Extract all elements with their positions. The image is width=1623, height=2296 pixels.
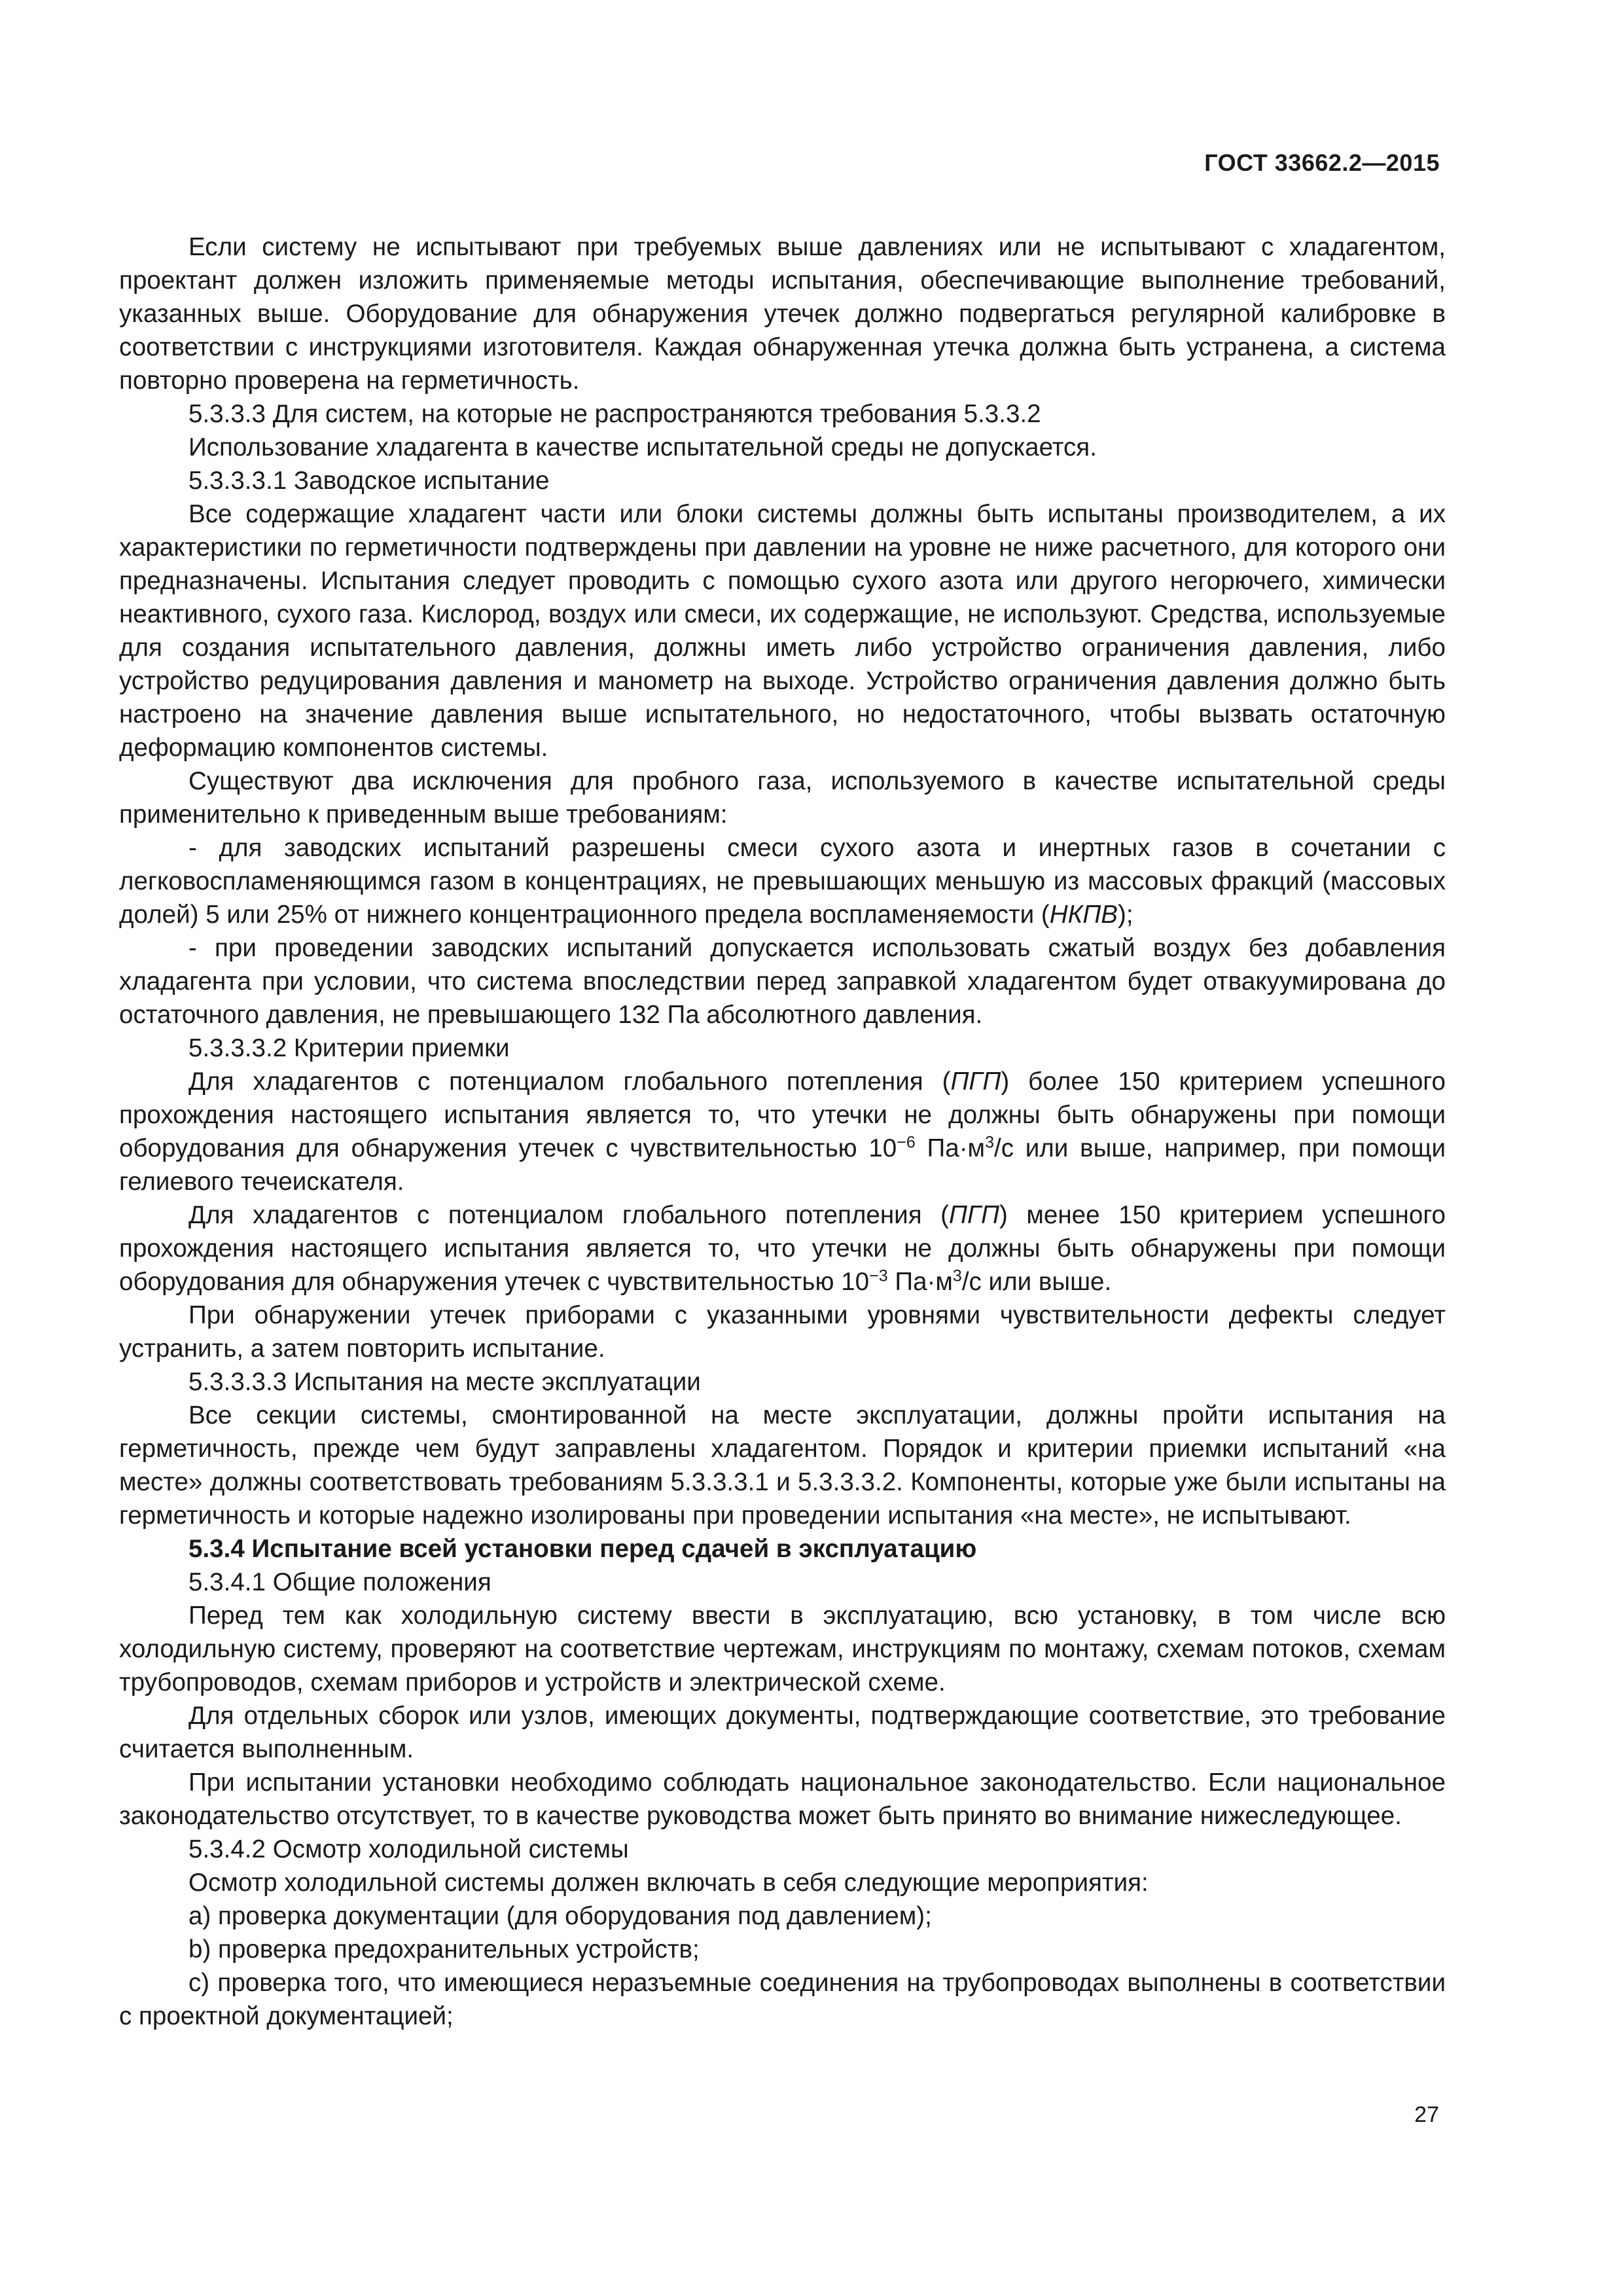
clause-heading: 5.3.4.1 Общие положения — [188, 1568, 491, 1596]
text-run: Па·м — [915, 1134, 986, 1162]
paragraph: Существуют два исключения для пробного газа, используемого в качестве испытательной среды применительно к приведенным выше требованиям: — [119, 767, 1446, 829]
paragraph: Все секции системы, смонтированной на месте эксплуатации, должны пройти испытания на герметичность, прежде чем будут заправлены хладагентом. Порядок и критерии приемки испытаний «на месте» должны соответствовать требованиям 5.3.3.3.1 и 5.3.3.3.2. Компоненты, которые уже были испытаны на герметичность и которые надежно изолированы при проведении испытания «на месте», не испытывают. — [119, 1401, 1446, 1530]
text-run: - для заводских испытаний разрешены смеси сухого азота и инертных газов в сочетании с легковоспламеняющимся газом в концентрациях, не превышающих меньшую из массовых фракций (массовых долей) 5 или 25% от нижнего концентрационного предела воспламеняемости ( — [119, 834, 1446, 929]
list-item: a) проверка документации (для оборудования под давлением); — [188, 1902, 932, 1930]
list-item: - при проведении заводских испытаний допускается использовать сжатый воздух без добавления хладагента при условии, что система впоследствии перед заправкой хладагентом будет отвакуумирована до остаточного давления, не превышающего 132 Па абсолютного давления. — [119, 934, 1446, 1029]
abbreviation: ПГП — [950, 1067, 1001, 1096]
paragraph: При испытании установки необходимо соблюдать национальное законодательство. Если национальное законодательство отсутствует, то в качестве руководства может быть принято во внимание нижеследующее. — [119, 1768, 1446, 1830]
abbreviation: ПГП — [949, 1201, 999, 1229]
paragraph: Использование хладагента в качестве испытательной среды не допускается. — [188, 433, 1097, 461]
list-item: b) проверка предохранительных устройств; — [188, 1935, 700, 1964]
clause-heading: 5.3.3.3.2 Критерии приемки — [188, 1034, 510, 1062]
clause-heading: 5.3.3.3.3 Испытания на месте эксплуатации — [188, 1368, 701, 1396]
clause-heading: 5.3.4.2 Осмотр холодильной системы — [188, 1835, 629, 1863]
exponent: −3 — [869, 1266, 888, 1285]
exponent: 3 — [985, 1133, 994, 1152]
text-run: Па·м — [887, 1268, 953, 1296]
section-heading: 5.3.4 Испытание всей установки перед сдачей в эксплуатацию — [188, 1535, 977, 1563]
paragraph: Если систему не испытывают при требуемых выше давлениях или не испытывают с хладагентом, проектант должен изложить применяемые методы испытания, обеспечивающие выполнение требований, указанных выше. Оборудование для обнаружения утечек должно подвергаться регулярной калибровке в соответствии с инструкциями изготовителя. Каждая обнаруженная утечка должна быть устранена, а система повторно проверена на герметичность. — [119, 233, 1446, 395]
paragraph — [119, 1198, 1446, 1299]
text-run: /с или выше. — [961, 1268, 1112, 1296]
list-item — [119, 831, 1446, 931]
text-run: /с или выше, например, при помощи гелиевого течеискателя. — [119, 1134, 1446, 1196]
text-run: Для хладагентов с потенциалом глобального потепления ( — [188, 1201, 950, 1229]
list-item: c) проверка того, что имеющиеся неразъемные соединения на трубопроводах выполнены в соответствии с проектной документацией; — [119, 1969, 1446, 2030]
paragraph — [119, 1065, 1446, 1198]
standard-designation: ГОСТ 33662.2—2015 — [1204, 149, 1440, 176]
text-run: Для хладагентов с потенциалом глобального потепления ( — [188, 1067, 951, 1096]
text-run: ) более 150 критерием успешного прохождения настоящего испытания является то, что утечки не должны быть обнаружены при помощи оборудования для обнаружения утечек с чувствительностью 10 — [119, 1067, 1446, 1162]
paragraph: Осмотр холодильной системы должен включать в себя следующие мероприятия: — [188, 1869, 1149, 1897]
clause-heading: 5.3.3.3 Для систем, на которые не распространяются требования 5.3.3.2 — [188, 400, 1041, 428]
paragraph: При обнаружении утечек приборами с указанными уровнями чувствительности дефекты следует устранить, а затем повторить испытание. — [119, 1301, 1446, 1363]
clause-heading: 5.3.3.3.1 Заводское испытание — [188, 467, 550, 495]
paragraph: Для отдельных сборок или узлов, имеющих документы, подтверждающие соответствие, это требование считается выполненным. — [119, 1702, 1446, 1763]
text-run: ); — [1118, 901, 1133, 929]
page-body — [119, 230, 1446, 2033]
page-number: 27 — [1414, 2102, 1439, 2127]
exponent: −6 — [897, 1133, 916, 1152]
text-run: ) менее 150 критерием успешного прохождения настоящего испытания является то, что утечки не должны быть обнаружены при помощи оборудования для обнаружения утечек с чувствительностью 10 — [119, 1201, 1446, 1296]
paragraph: Перед тем как холодильную систему ввести в эксплуатацию, всю установку, в том числе всю холодильную систему, проверяют на соответствие чертежам, инструкциям по монтажу, схемам потоков, схемам трубопроводов, схемам приборов и устройств и электрической схеме. — [119, 1602, 1446, 1696]
abbreviation: НКПВ — [1049, 901, 1118, 929]
exponent: 3 — [952, 1266, 962, 1285]
paragraph: Все содержащие хладагент части или блоки системы должны быть испытаны производителем, а их характеристики по герметичности подтверждены при давлении на уровне не ниже расчетного, для которого они предназначены. Испытания следует проводить с помощью сухого азота или другого негорючего, химически неактивного, сухого газа. Кислород, воздух или смеси, их содержащие, не используют. Средства, используемые для создания испытательного давления, должны иметь либо устройство ограничения давления, либо устройство редуцирования давления и манометр на выходе. Устройство ограничения давления должно быть настроено на значение давления выше испытательного, но недостаточного, чтобы вызвать остаточную деформацию компонентов системы. — [119, 500, 1446, 762]
